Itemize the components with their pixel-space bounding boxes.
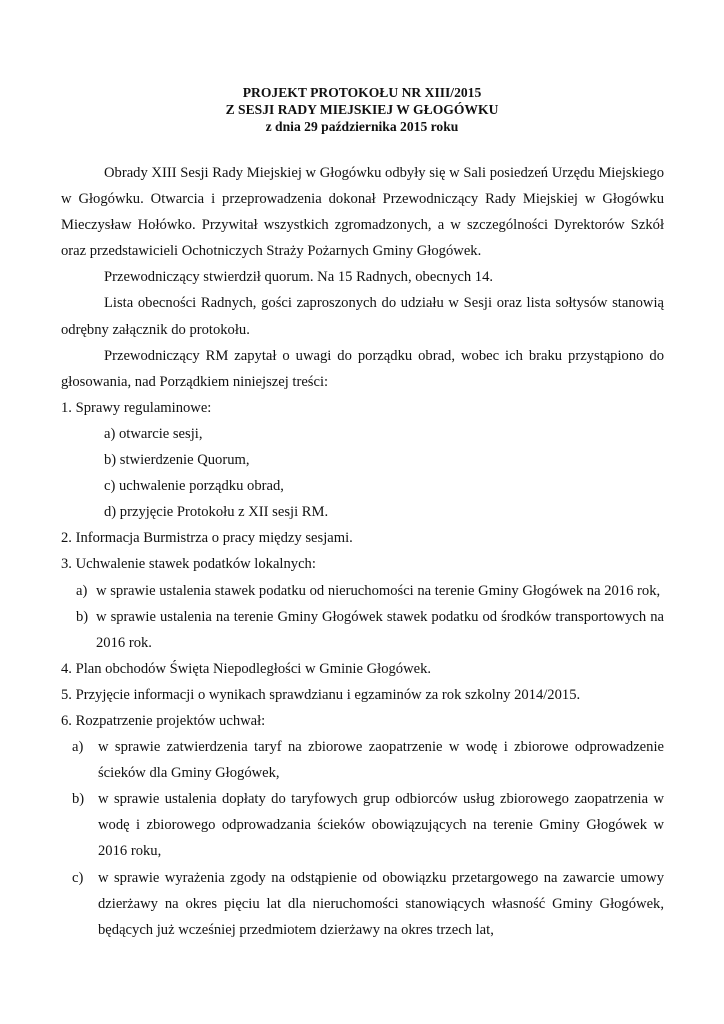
item-text: w sprawie ustalenia stawek podatku od nieruchomości na terenie Gminy Głogówek na 2016 rok,: [96, 582, 661, 599]
agenda-item-3a: [61, 578, 664, 604]
item-label: a): [72, 739, 84, 756]
agenda-item-3b: [61, 604, 664, 656]
agenda-item-4: 4. Plan obchodów Święta Niepodległości w Gminie Głogówek.: [61, 660, 432, 677]
item-label: a): [76, 582, 88, 599]
item-label: c): [72, 869, 84, 886]
agenda-item-6: 6. Rozpatrzenie projektów uchwał:: [61, 712, 266, 729]
title-line-2: Z SESJI RADY MIEJSKIEJ W GŁOGÓWKU: [225, 102, 499, 117]
agenda-item-6b: [61, 786, 664, 864]
item-label: b): [76, 608, 89, 625]
intro-paragraph-4: Przewodniczący RM zapytał o uwagi do porządku obrad, wobec ich braku przystąpiono do głosowania, nad Porządkiem niniejszej treści:: [61, 347, 664, 390]
agenda-item-1c: c) uchwalenie porządku obrad,: [104, 478, 284, 495]
agenda-item-6c: [61, 865, 664, 943]
agenda-item-1: 1. Sprawy regulaminowe:: [61, 399, 212, 416]
agenda-item-1d: d) przyjęcie Protokołu z XII sesji RM.: [104, 504, 329, 521]
title-line-1: PROJEKT PROTOKOŁU NR XIII/2015: [242, 85, 482, 100]
item-text: w sprawie wyrażenia zgody na odstąpienie od obowiązku przetargowego na zawarcie umowy dzierżawy na okres pięciu lat dla nieruchomości stanowiących własność Gminy Głogówek, będących już wcześniej przedmiotem dzierżawy na okres trzech lat,: [98, 869, 664, 938]
item-text: w sprawie zatwierdzenia taryf na zbiorowe zaopatrzenie w wodę i zbiorowe odprowadzenie ścieków dla Gminy Głogówek,: [98, 739, 664, 782]
intro-paragraph-2: Przewodniczący stwierdził quorum. Na 15 Radnych, obecnych 14.: [104, 269, 494, 286]
intro-paragraph-3: Lista obecności Radnych, gości zaproszonych do udziału w Sesji oraz lista sołtysów stanowią odrębny załącznik do protokołu.: [61, 295, 664, 338]
document-body: [61, 160, 664, 943]
document-title: [0, 84, 724, 135]
agenda-item-1a: a) otwarcie sesji,: [104, 425, 203, 442]
agenda-item-5: 5. Przyjęcie informacji o wynikach sprawdzianu i egzaminów za rok szkolny 2014/2015.: [61, 686, 581, 703]
intro-paragraph-1: Obrady XIII Sesji Rady Miejskiej w Głogówku odbyły się w Sali posiedzeń Urzędu Miejskiego w Głogówku. Otwarcia i przeprowadzenia dokonał Przewodniczący Rady Miejskiej w Głogówku Mieczysław Hołówko. Przywitał wszystkich zgromadzonych, a w szczególności Dyrektorów Szkół oraz przedstawicieli Ochotniczych Straży Pożarnych Gminy Głogówek.: [61, 165, 664, 260]
agenda-item-1b: b) stwierdzenie Quorum,: [104, 452, 250, 469]
item-text: w sprawie ustalenia na terenie Gminy Głogówek stawek podatku od środków transportowych na 2016 rok.: [96, 608, 664, 651]
agenda-item-3: 3. Uchwalenie stawek podatków lokalnych:: [61, 556, 316, 573]
title-line-3: z dnia 29 października 2015 roku: [265, 119, 459, 134]
agenda-item-2: 2. Informacja Burmistrza o pracy między sesjami.: [61, 530, 353, 547]
item-text: w sprawie ustalenia dopłaty do taryfowych grup odbiorców usług zbiorowego zaopatrzenia w wodę i zbiorowego odprowadzania ścieków obowiązujących na terenie Gminy Głogówek w 2016 roku,: [98, 791, 664, 860]
item-label: b): [72, 791, 85, 808]
agenda-item-6a: [61, 734, 664, 786]
